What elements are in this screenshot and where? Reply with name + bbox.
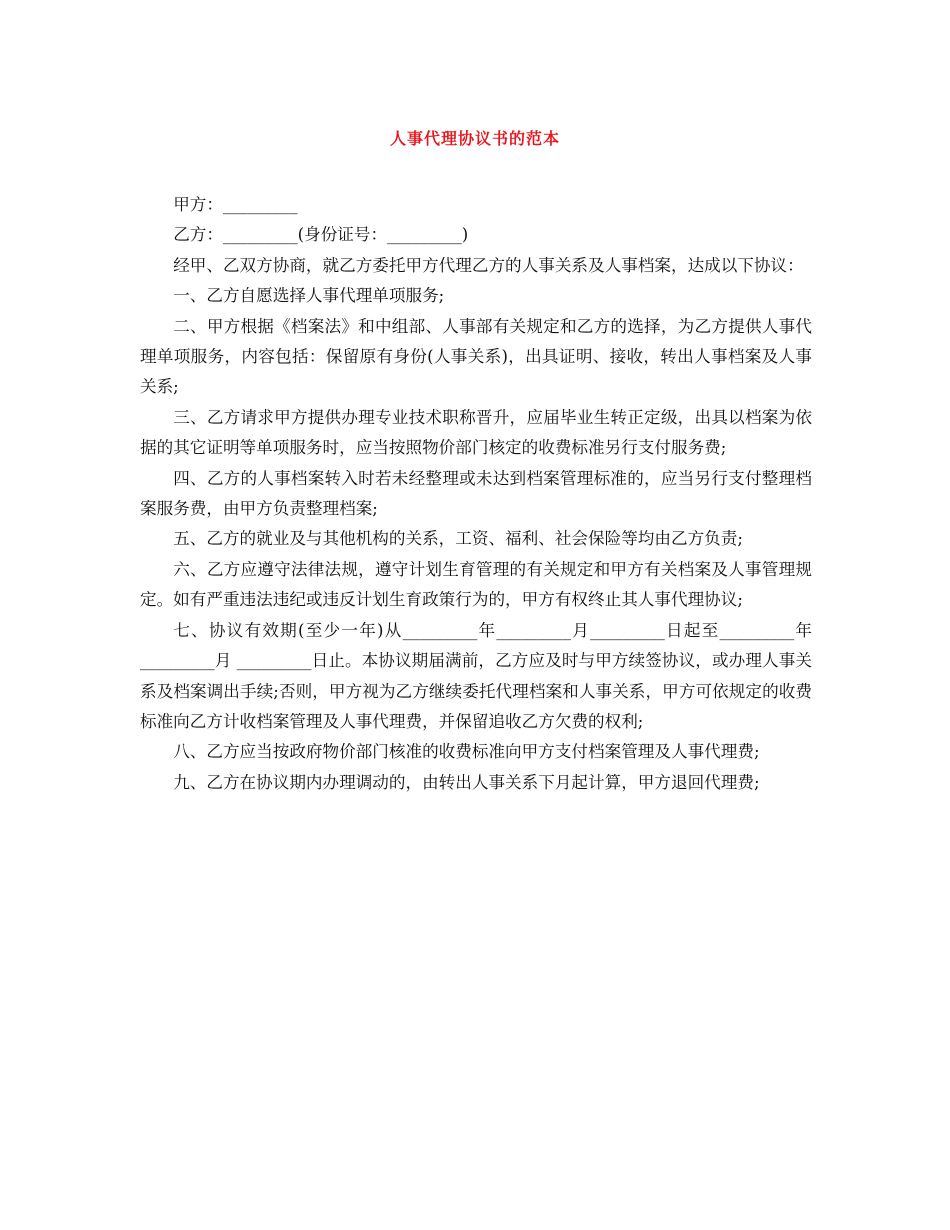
- clause-7: 七、协议有效期(至少一年)从_________年_________月_________日起至_________年_________月 _________日止。本协议期届满前，乙方应及时与甲方续签协议，或办理人事关系及档案调出手续;否则，甲方视为乙方继续委托代理档案和人事关系，甲方可依规定的收费标准向乙方计收档案管理及人事代理费，并保留追收乙方欠费的权利;: [140, 620, 812, 731]
- clause-8: 八、乙方应当按政府物价部门核准的收费标准向甲方支付档案管理及人事代理费;: [173, 742, 760, 762]
- document-title: 人事代理协议书的范本: [389, 129, 560, 148]
- clause-5: 五、乙方的就业及与其他机构的关系，工资、福利、社会保险等均由乙方负责;: [173, 529, 743, 549]
- clause-1: 一、乙方自愿选择人事代理单项服务;: [173, 286, 445, 306]
- intro-paragraph: 经甲、乙双方协商，就乙方委托甲方代理乙方的人事关系及人事档案，达成以下协议：: [173, 255, 804, 275]
- clause-2: 二、甲方根据《档案法》和中组部、人事部有关规定和乙方的选择，为乙方提供人事代理单项服务，内容包括：保留原有身份(人事关系)，出具证明、接收，转出人事档案及人事关系;: [140, 316, 812, 397]
- document-body: [140, 190, 812, 798]
- clause-3: 三、乙方请求甲方提供办理专业技术职称晋升，应届毕业生转正定级，出具以档案为依据的其它证明等单项服务时，应当按照物价部门核定的收费标准另行支付服务费;: [140, 407, 812, 458]
- party-b-line: 乙方：_________(身份证号：_________): [173, 225, 469, 245]
- clause-4: 四、乙方的人事档案转入时若未经整理或未达到档案管理标准的，应当另行支付整理档案服务费，由甲方负责整理档案;: [140, 468, 812, 519]
- clause-6: 六、乙方应遵守法律法规，遵守计划生育管理的有关规定和甲方有关档案及人事管理规定。如有严重违法违纪或违反计划生育政策行为的，甲方有权终止其人事代理协议;: [140, 559, 812, 610]
- party-a-line: 甲方：_________: [173, 195, 298, 214]
- clause-9: 九、乙方在协议期内办理调动的，由转出人事关系下月起计算，甲方退回代理费;: [173, 772, 760, 792]
